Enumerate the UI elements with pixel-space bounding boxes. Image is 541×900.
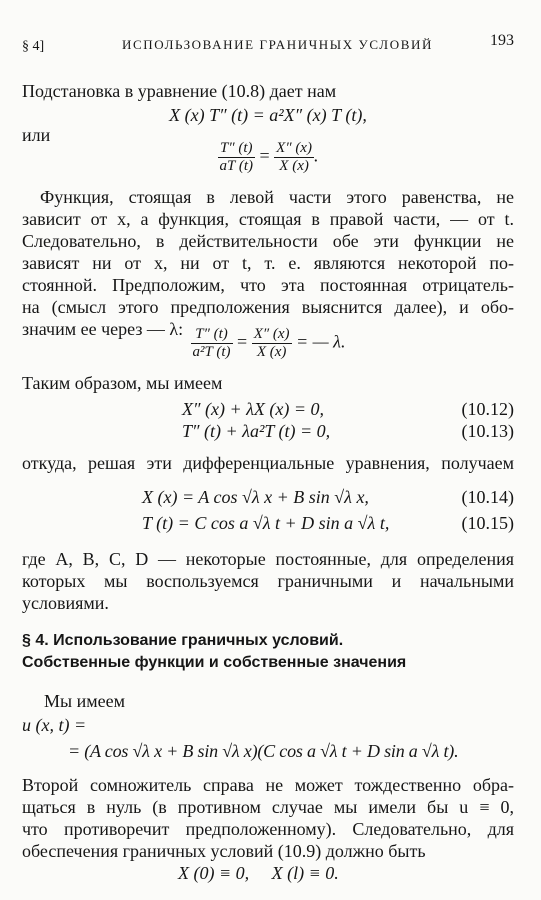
equation-body: X″ (x) + λX (x) = 0, [182, 399, 325, 419]
fraction-numerator: X″ (x) [253, 326, 290, 342]
paragraph-line: обеспечения граничных условий (10.9) должно быть [22, 841, 426, 861]
section-heading-line: Собственные функции и собственные значения [22, 654, 407, 671]
equation-10-14 [142, 486, 369, 508]
header-section: § 4] [22, 39, 45, 54]
section-heading-line: § 4. Использование граничных условий. [22, 632, 344, 649]
paragraph-we-have: Мы имеем [44, 691, 125, 711]
equation-boundary: X (0) ≡ 0, X (l) ≡ 0. [178, 863, 339, 883]
fraction-denominator: X (x) [256, 344, 287, 360]
equation-10-12 [182, 398, 324, 420]
equation-product: X (x) T″ (t) = a²X″ (x) T (t), [169, 105, 367, 125]
paragraph-line: щаться в нуль (в противном случае мы имели бы u ≡ 0, [22, 797, 514, 817]
equation-tail: = — λ. [296, 331, 346, 352]
paragraph-line: условиями. [22, 593, 109, 613]
fraction-numerator: X″ (x) [276, 140, 312, 156]
equation-body: T″ (t) + λa²T (t) = 0, [182, 421, 331, 441]
fraction-numerator: T″ (t) [218, 140, 255, 158]
equation-u-rhs: = (A cos √λ x + B sin √λ x)(C cos a √λ t + D sin a √λ t). [68, 741, 459, 761]
paragraph-line: что противоречит предположенному). Следовательно, для [22, 819, 514, 839]
fraction-numerator: T″ (t) [191, 326, 233, 344]
equation-number: (10.12) [461, 399, 514, 419]
fraction-lhs [191, 326, 233, 361]
fraction-denominator: a²T (t) [192, 344, 231, 360]
header-title: ИСПОЛЬЗОВАНИЕ ГРАНИЧНЫХ УСЛОВИЙ [122, 37, 433, 52]
fraction-denominator: X (x) [279, 158, 309, 174]
page-number: 193 [490, 32, 514, 49]
paragraph-line: зависит от x, а функция, стоящая в правой части, — от t. [22, 209, 514, 229]
equation-u-lhs: u (x, t) = [22, 715, 87, 735]
paragraph-substitution: Подстановка в уравнение (10.8) дает нам [22, 81, 337, 101]
equation-number: (10.15) [461, 513, 514, 533]
fraction-lhs [218, 140, 255, 175]
book-page [22, 0, 514, 900]
equation-number: (10.14) [461, 487, 514, 507]
equation-lambda: $\frac{T'' (t)}{\text{a²T (t)}}$ = $\frac{X'' (x)}{X (x)}$ = — λ. [192, 326, 346, 360]
equation-tail: . [313, 145, 319, 166]
paragraph-thus: Таким образом, мы имеем [22, 373, 223, 393]
equation-10-15 [142, 512, 389, 534]
paragraph-line: Второй сомножитель справа не может тождественно обра- [22, 775, 514, 795]
paragraph-line: на (смысл этого предположения выяснится далее), и обо- [22, 297, 514, 317]
paragraph-line: где A, B, C, D — некоторые постоянные, для определения [22, 549, 514, 569]
paragraph-line: Следовательно, в действительности обе эти функции не [22, 231, 514, 251]
paragraph-line: значим ее через — λ: [22, 319, 184, 339]
paragraph-line: стоянной. Предположим, что эта постоянная отрицатель- [22, 275, 514, 295]
equation-10-13 [182, 420, 330, 442]
fraction-rhs [274, 140, 314, 175]
equation-number: (10.13) [461, 421, 514, 441]
paragraph-line: зависят ни от x, ни от t, т. е. являются некоторой по- [22, 253, 514, 273]
paragraph-whence: откуда, решая эти дифференциальные уравнения, получаем [22, 453, 514, 473]
running-header [22, 30, 514, 52]
fraction-denominator: aT (t) [219, 158, 253, 174]
fraction-rhs [252, 326, 292, 361]
word-or: или [22, 125, 51, 145]
equation-ratio: $\frac{T'' (t)}{aT (t)}$ = $\frac{X'' (x)}{X (x)}$ . [219, 140, 319, 174]
paragraph-line: которых мы воспользуемся граничными и начальными [22, 571, 514, 591]
equation-body: T (t) = C cos a √λ t + D sin a √λ t, [142, 513, 390, 533]
equation-body: X (x) = A cos √λ x + B sin √λ x, [142, 487, 369, 507]
paragraph-line: Функция, стоящая в левой части этого равенства, не [40, 187, 514, 207]
